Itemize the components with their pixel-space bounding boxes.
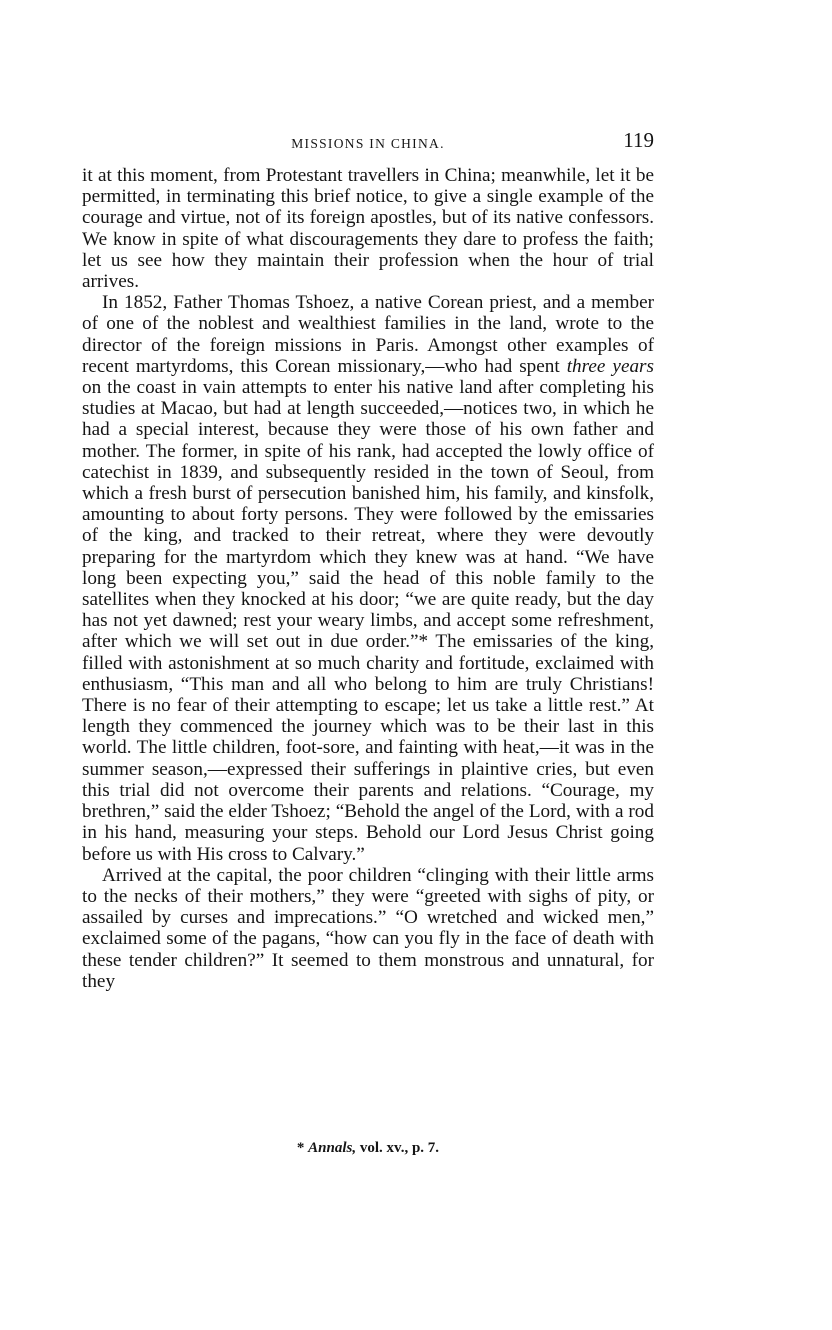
italic-phrase: three years: [566, 355, 654, 377]
page-number: 119: [623, 128, 654, 152]
footnote-reference: vol. xv., p. 7.: [356, 1140, 440, 1156]
running-head: [82, 128, 654, 158]
paragraph-text-b: on the coast in vain attempts to enter his native land after completing his studies at Macao, but had at length succeeded,—notices two, in which he had a special interest, because they were those of his own father and mother. The former, in spite of his rank, had accepted the lowly office of catechist in 1839, and subsequently resided in the town of Seoul, from which a fresh burst of persecution banished him, his family, and kinsfolk, amounting to about forty persons. They were followed by the emissaries of the king, and tracked to their retreat, where they were devoutly preparing for the martyrdom which they knew was at hand. “We have long been expecting you,” said the head of this noble family to the satellites when they knocked at his door; “we are quite ready, but the day has not yet dawned; rest your weary limbs, and accept some refreshment, after which we will set out in due order.”* The emissaries of the king, filled with astonishment at so much charity and fortitude, exclaimed with enthusiasm, “This man and all who belong to him are truly Christians! There is no fear of their attempting to escape; let us take a little rest.” At length they commenced the journey which was to be their last in this world. The little children, foot-sore, and fainting with heat,—it was in the summer season,—expressed their sufferings in plaintive cries, but even this trial did not overcome their parents and relations. “Courage, my brethren,” said the elder Tshoez; “Behold the angel of the Lord, with a rod in his hand, measuring your steps. Behold our Lord Jesus Christ going before us with His cross to Calvary.”: [82, 377, 654, 865]
paragraph-continued: it at this moment, from Protestant travellers in China; meanwhile, let it be permitted, in terminating this brief notice, to give a single example of the courage and virtue, not of its foreign apostles, but of its native confessors. We know in spite of what discouragements they dare to profess the faith; let us see how they maintain their profession when the hour of trial arrives.: [82, 165, 654, 293]
running-title: MISSIONS IN CHINA.: [291, 136, 445, 151]
paragraph-text-a: In 1852, Father Thomas Tshoez, a native Corean priest, and a member of one of the noblest and wealthiest families in the land, wrote to the director of the foreign missions in Paris. Amongst other examples of recent martyrdoms, this Corean missionary,—who had spent: [82, 292, 654, 377]
footnote-source: Annals,: [308, 1140, 357, 1156]
footnote: [82, 1140, 654, 1157]
footnote-marker: *: [296, 1140, 309, 1156]
body-text: [82, 165, 654, 992]
paragraph-arrival: Arrived at the capital, the poor children “clinging with their little arms to the necks of their mothers,” they were “greeted with sighs of pity, or assailed by curses and imprecations.” “O wretched and wicked men,” exclaimed some of the pagans, “how can you fly in the face of death with these tender children?” It seemed to them monstrous and unnatural, for they: [82, 864, 654, 992]
paragraph-tshoez-letter: [82, 292, 654, 864]
